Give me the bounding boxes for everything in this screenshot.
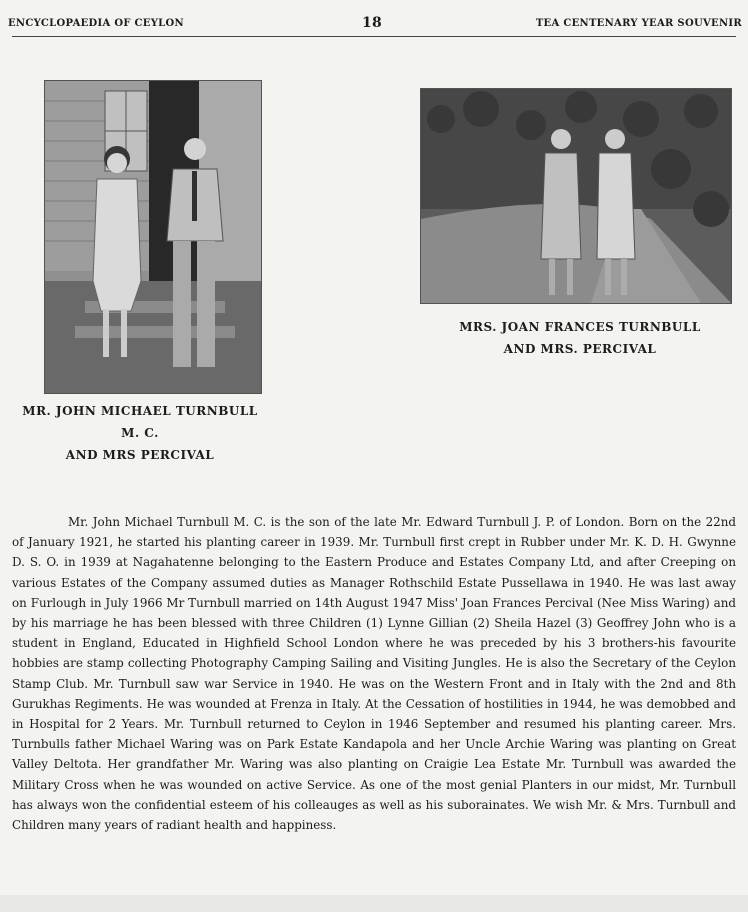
running-header-left: ENCYCLOPAEDIA OF CEYLON xyxy=(8,18,184,29)
page-number: 18 xyxy=(362,15,383,31)
caption-line: M. C. xyxy=(121,426,159,440)
page-bottom-edge xyxy=(0,895,748,912)
caption-line: AND MRS PERCIVAL xyxy=(65,448,215,462)
caption-line: AND MRS. PERCIVAL xyxy=(503,342,657,356)
article-paragraph: Mr. John Michael Turnbull M. C. is the son of the late Mr. Edward Turnbull J. P. of London. Born on the 22nd of January 1921, he started his planting career in 1939. Mr. Turnbull first crept in Rubber under Mr. K. D. H. Gwynne D. S. O. in 1939 at Nagahatenne belonging to the Eastern Produce and Estates Company Ltd, and after Creeping on various Estates of the Company assumed duties as Manager Rothschild Estate Pussellawa in 1940. He was last away on Furlough in July 1966 Mr Turnbull married on 14th August 1947 Miss' Joan Frances Percival (Nee Miss Waring) and by his marriage he has been blessed with three Children (1) Lynne Gillian (2) Sheila Hazel (3) Geoffrey John who is a student in England, Educated in Highfield School London where he was preceded by his 3 brothers-his favourite hobbies are stamp collecting Photography Camping Sailing and Visiting Jungles. He is also the Secretary of the Ceylon Stamp Club. Mr. Turnbull saw war Service in 1940. He was on the Western Front and in Italy with the 2nd and 8th Gurukhas Regiments. He was wounded at Frenza in Italy. At the Cessation of hostilities in 1944, he was demobbed and in Hospital for 2 Years. Mr. Turnbull returned to Ceylon in 1946 September and resumed his planting career. Mrs. Turnbulls father Michael Waring was on Park Estate Kandapola and her Uncle Archie Waring was planting on Great Valley Deltota. Her grandfather Mr. Waring was also planting on Craigie Lea Estate Mr. Turnbull was awarded the Military Cross when he was wounded on active Service. As one of the most genial Planters in our midst, Mr. Turnbull has always won the confidential esteem of his colleauges as well as his suborainates. We wish Mr. & Mrs. Turnbull and Children many years of radiant health and happiness. xyxy=(12,515,736,833)
photo-joan-turnbull-and-percival xyxy=(420,88,732,304)
photo-image-2 xyxy=(421,89,731,303)
header-rule xyxy=(12,36,736,37)
caption-line: MRS. JOAN FRANCES TURNBULL xyxy=(459,320,701,334)
running-header-right: TEA CENTENARY YEAR SOUVENIR xyxy=(535,18,742,29)
photo-image-1 xyxy=(45,81,261,393)
caption-line: MR. JOHN MICHAEL TURNBULL xyxy=(22,404,258,418)
photo-caption-1 xyxy=(0,400,280,466)
article-body xyxy=(12,512,736,835)
photo-caption-2 xyxy=(430,316,730,360)
photo-turnbull-and-percival xyxy=(44,80,262,394)
